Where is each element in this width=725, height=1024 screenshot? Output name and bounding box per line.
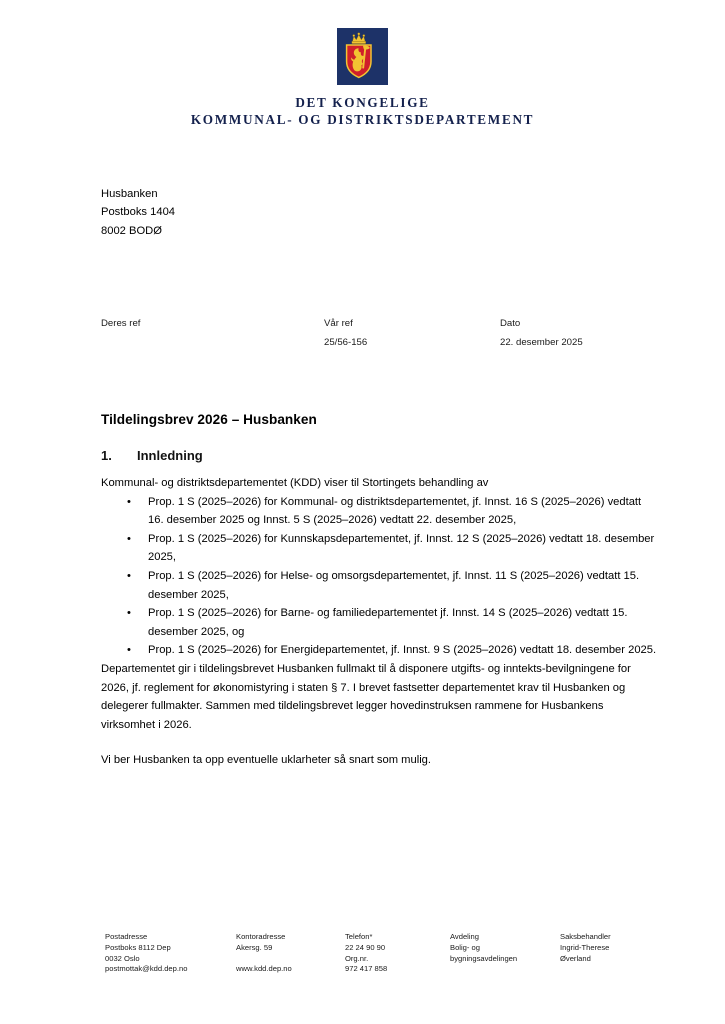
footer-heading: Saksbehandler bbox=[560, 932, 611, 941]
recipient-pobox: Postboks 1404 bbox=[101, 206, 176, 219]
list-item-text: Prop. 1 S (2025–2026) for Energidepartementet, jf. Innst. 9 S (2025–2026) vedtatt 18. desember 2025. bbox=[148, 644, 657, 657]
bullet-icon: • bbox=[127, 569, 131, 582]
footer-website-link[interactable]: www.kdd.dep.no bbox=[236, 964, 292, 974]
deres-ref-label: Deres ref bbox=[101, 318, 141, 329]
list-item-text: Prop. 1 S (2025–2026) for Helse- og omsorgsdepartementet, jf. Innst. 11 S (2025–2026) vedtatt 15. desember 2025, bbox=[148, 569, 640, 601]
footer-heading: Postadresse bbox=[105, 932, 148, 941]
bullet-icon: • bbox=[127, 532, 131, 545]
footer-spacer bbox=[236, 954, 344, 965]
list-item-text: Prop. 1 S (2025–2026) for Kommunal- og distriktsdepartementet, jf. Innst. 16 S (2025–2026) vedtatt 16. desember 2025 og Innst. 5 S (2025–2026) vedtatt 22. desember 2025, bbox=[148, 495, 642, 527]
dato-label: Dato bbox=[500, 318, 521, 329]
footer-column-kontoradresse bbox=[236, 932, 344, 975]
bullet-icon: • bbox=[127, 607, 131, 620]
footer-line: 0032 Oslo bbox=[105, 953, 140, 963]
letterhead bbox=[0, 28, 725, 129]
list-item bbox=[101, 493, 657, 530]
footer-heading: Kontoradresse bbox=[236, 932, 286, 941]
intro-paragraph: Kommunal- og distriktsdepartementet (KDD) viser til Stortingets behandling av bbox=[101, 477, 489, 489]
list-item-text: Prop. 1 S (2025–2026) for Barne- og familiedepartementet jf. Innst. 14 S (2025–2026) vedtatt 15. desember 2025, og bbox=[148, 607, 628, 638]
closing-paragraph: Vi ber Husbanken ta opp eventuelle uklarheter så snart som mulig. bbox=[101, 754, 432, 767]
dato-value: 22. desember 2025 bbox=[500, 337, 583, 348]
footer-line: Øverland bbox=[560, 953, 591, 963]
footer-column-saksbehandler bbox=[560, 932, 655, 964]
footer-column-telefon bbox=[345, 932, 445, 975]
page-title: Tildelingsbrev 2026 – Husbanken bbox=[101, 412, 317, 427]
footer-line: 22 24 90 90 bbox=[345, 942, 386, 952]
footer-heading: Telefon* bbox=[345, 932, 373, 941]
var-ref-value: 25/56-156 bbox=[324, 337, 368, 348]
footer-line: Postboks 8112 Dep bbox=[105, 942, 171, 952]
recipient-address-block bbox=[101, 185, 175, 240]
bullet-icon: • bbox=[127, 495, 131, 508]
section-number: 1. bbox=[101, 448, 112, 463]
department-name bbox=[0, 94, 725, 129]
letter-body bbox=[101, 410, 657, 770]
list-item-text: Prop. 1 S (2025–2026) for Kunnskapsdepartementet, jf. Innst. 12 S (2025–2026) vedtatt 18. desember 2025, bbox=[148, 532, 655, 564]
recipient-city: 8002 BODØ bbox=[101, 224, 162, 237]
stortinget-reference-list bbox=[101, 493, 657, 660]
dato-column bbox=[500, 317, 583, 349]
footer-email-link[interactable]: postmottak@kdd.dep.no bbox=[105, 964, 188, 974]
department-line-name: KOMMUNAL- OG DISTRIKTSDEPARTEMENT bbox=[190, 112, 535, 128]
footer-column-avdeling bbox=[450, 932, 558, 964]
var-ref-column bbox=[324, 317, 367, 349]
department-line-kongelige: DET KONGELIGE bbox=[295, 95, 430, 110]
var-ref-label: Vår ref bbox=[324, 318, 353, 329]
section-title: Innledning bbox=[137, 448, 203, 463]
list-item bbox=[101, 567, 657, 604]
norwegian-coat-of-arms-icon bbox=[337, 28, 388, 85]
recipient-name: Husbanken bbox=[101, 188, 158, 200]
footer-line: Ingrid-Therese bbox=[560, 942, 610, 952]
footer-line: Bolig- og bbox=[450, 942, 480, 952]
list-item bbox=[101, 641, 657, 660]
bullet-icon: • bbox=[127, 644, 131, 657]
footer-line: 972 417 858 bbox=[345, 964, 388, 974]
footer-column-postadresse bbox=[105, 932, 233, 975]
deres-ref-column bbox=[101, 317, 140, 336]
footer-subheading: Org.nr. bbox=[345, 953, 369, 963]
footer-heading: Avdeling bbox=[450, 932, 479, 941]
footer-line: bygningsavdelingen bbox=[450, 953, 518, 963]
list-item bbox=[101, 530, 657, 567]
footer-line: Akersg. 59 bbox=[236, 942, 273, 952]
mandate-paragraph: Departementet gir i tildelingsbrevet Husbanken fullmakt til å disponere utgifts- og inntekts-bevilgningene for 2026, jf. reglement for økonomistyring i staten § 7. I brevet fastsetter departementet krav til Husbanken og delegerer fullmakter. Sammen med tildelingsbrevet legger hovedinstruksen rammene for Husbankens virksomhet i 2026. bbox=[101, 662, 631, 731]
section-heading-innledning bbox=[101, 447, 657, 465]
list-item bbox=[101, 604, 657, 641]
